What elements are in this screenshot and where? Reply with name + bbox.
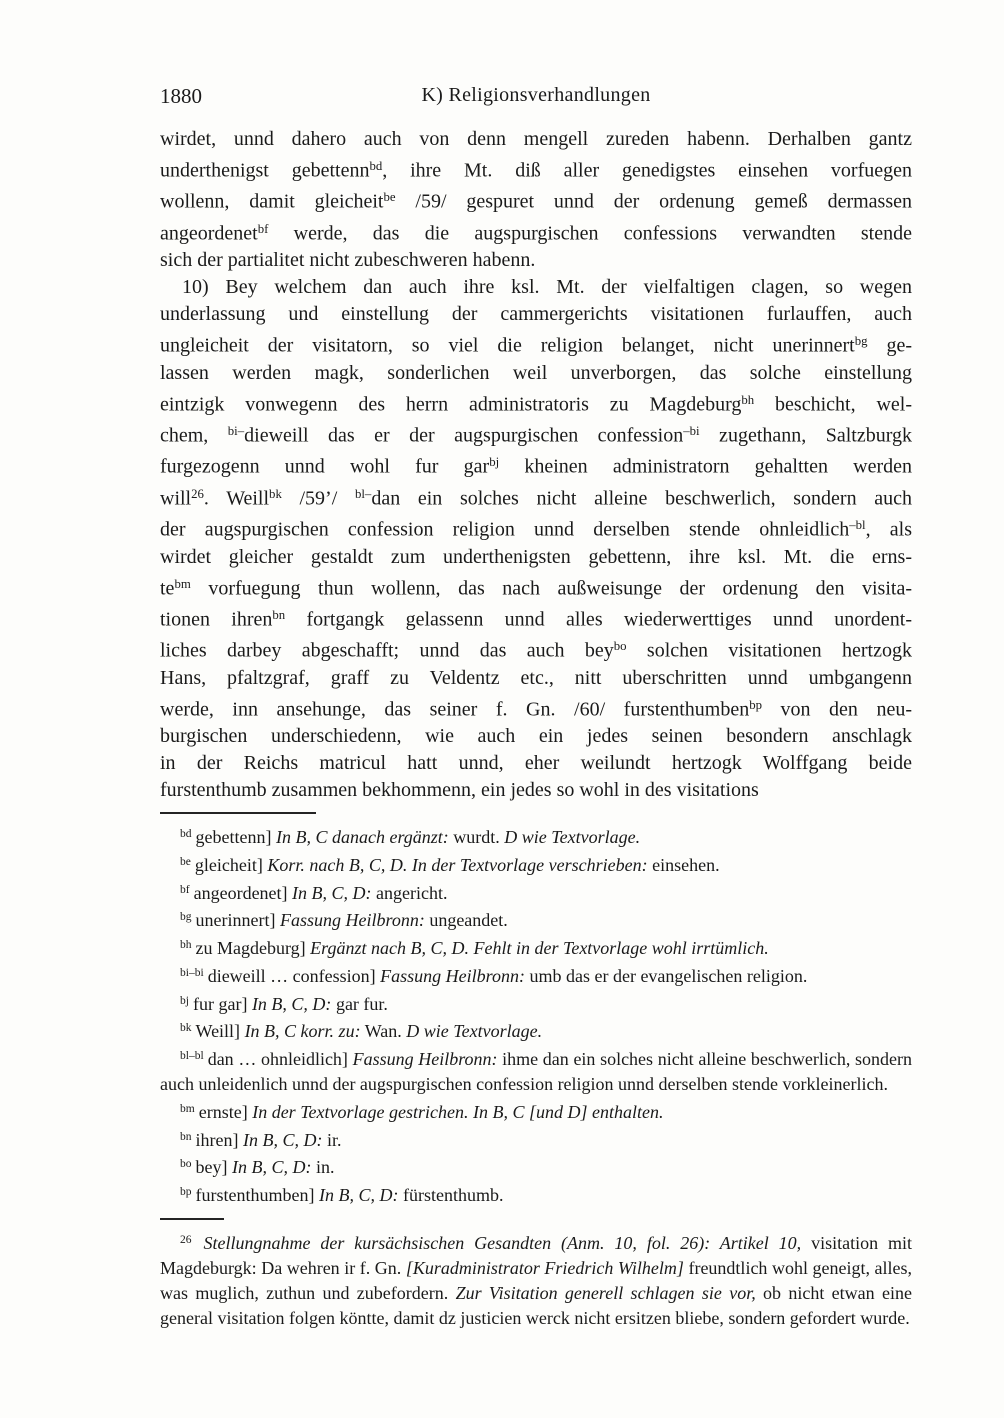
- text-segment: beschicht, wel-: [754, 392, 912, 415]
- body-line: [160, 126, 912, 153]
- footnote: [160, 1125, 912, 1153]
- body-line: [160, 571, 912, 602]
- page-header: [160, 84, 912, 110]
- footnote-label: bl–bl: [180, 1050, 204, 1063]
- footnote: [160, 1097, 912, 1125]
- superscript-ref: –bi: [683, 423, 700, 438]
- text-segment: In B, C, D:: [243, 1129, 323, 1150]
- footnote: [160, 1016, 912, 1044]
- body-line: [160, 777, 912, 804]
- superscript-ref: bp: [749, 697, 762, 712]
- text-segment: In B, C, D:: [292, 882, 372, 903]
- text-segment: ernste]: [198, 1101, 253, 1122]
- text-segment: /59/ gespuret unnd der ordenung gemeß dermassen: [395, 190, 912, 213]
- footnote-label: bh: [180, 939, 192, 952]
- superscript-ref: bg: [854, 334, 868, 349]
- footnote-label: bo: [180, 1158, 192, 1171]
- page-number: 1880: [160, 84, 202, 108]
- text-segment: umb das er der evangelischen religion.: [524, 965, 808, 986]
- footnote: [160, 989, 912, 1017]
- footnote-label: bg: [180, 911, 192, 924]
- footnote: [160, 933, 912, 961]
- text-segment: von den neu-: [762, 698, 912, 721]
- text-segment: ge-: [867, 334, 912, 357]
- footnote-separator-rule-commentary: [160, 1218, 224, 1220]
- superscript-ref: bk: [269, 486, 282, 501]
- text-segment: burgischen underschiedenn, wie auch ein jedes seinen besondern anschlagk: [160, 725, 912, 748]
- text-segment: wollenn, damit gleicheit: [160, 190, 384, 213]
- body-line: [160, 216, 912, 247]
- superscript-ref: –bl: [849, 518, 866, 533]
- superscript-ref: bn: [272, 607, 286, 622]
- text-segment: Fassung Heilbronn:: [352, 1048, 498, 1069]
- text-segment: , als: [865, 518, 912, 541]
- text-segment: fur gar]: [192, 993, 252, 1014]
- text-segment: dan ein solches nicht alleine beschwerlich, sondern auch: [371, 487, 912, 510]
- text-segment: eintzigk vonwegenn des herrn administratoris zu Magdeburg: [160, 392, 742, 415]
- body-line: [160, 328, 912, 359]
- text-segment: In der Textvorlage gestrichen. In B, C [und D] enthalten.: [252, 1101, 664, 1122]
- text-segment: In B, C, D:: [232, 1157, 312, 1178]
- text-segment: ungeandet.: [424, 910, 508, 931]
- superscript-ref: bd: [369, 159, 383, 173]
- footnote-label: bn: [180, 1130, 192, 1143]
- text-segment: [Kuradministrator Friedrich Wilhelm]: [405, 1257, 684, 1278]
- text-segment: D wie Textvorlage.: [406, 1021, 543, 1042]
- text-segment: gar fur.: [331, 993, 388, 1014]
- text-segment: wirdet, unnd dahero auch von denn mengell zureden habenn. Derhalben gantz: [160, 128, 912, 150]
- text-segment: freundtlich wohl geneigt, alles, was muglich, zuthun und zubefordern.: [160, 1257, 913, 1303]
- body-line: [160, 692, 912, 723]
- body-line: [160, 633, 912, 664]
- body-line: [160, 481, 912, 512]
- superscript-ref: bi–: [227, 423, 245, 438]
- footnote: [160, 1228, 912, 1331]
- text-segment: unerinnert]: [195, 910, 280, 931]
- text-segment: Korr. nach B, C, D. In der Textvorlage verschrieben:: [267, 854, 648, 875]
- text-segment: werde, inn ansehunge, das seiner f. Gn. /60/ furstenthumben: [160, 698, 750, 721]
- footnote-separator-rule-apparatus: [160, 812, 316, 814]
- text-segment: furstenthumb zusammen bekhommenn, ein jedes so wohl in des visitations: [160, 779, 759, 802]
- text-segment: will: [160, 487, 192, 510]
- body-line: [160, 665, 912, 692]
- body-line: [160, 723, 912, 750]
- text-segment: zu Magdeburg]: [195, 937, 311, 958]
- text-segment: bey]: [195, 1157, 232, 1178]
- text-segment: , ihre Mt. diß aller genedigstes einsehen vorfuegen: [382, 159, 912, 182]
- footnote-label: bd: [180, 828, 192, 841]
- body-line: [160, 602, 912, 633]
- text-segment: wurdt.: [448, 826, 505, 847]
- footnote-label: be: [180, 855, 191, 868]
- text-segment: sich der partialitet nicht zubeschweren habenn.: [160, 249, 536, 272]
- footnote-label: bk: [180, 1022, 192, 1035]
- footnote-label: bf: [180, 883, 190, 896]
- footnote-label: bi–bi: [180, 966, 204, 979]
- text-segment: 10) Bey welchem dan auch ihre ksl. Mt. der vielfaltigen clagen, so wegen: [182, 276, 912, 299]
- text-segment: in.: [311, 1157, 335, 1178]
- footnote: [160, 1044, 912, 1097]
- text-segment: solchen visitationen hertzogk: [626, 639, 912, 662]
- text-segment: dieweill … confession]: [207, 965, 381, 986]
- text-segment: lassen werden magk, sonderlichen weil unverborgen, das solche einstellung: [160, 361, 912, 384]
- text-segment: werde, das die augspurgischen confessions verwandten stende: [268, 222, 912, 245]
- text-segment: angericht.: [371, 882, 448, 903]
- text-segment: te: [160, 576, 175, 599]
- footnote: [160, 850, 912, 878]
- text-segment: Fassung Heilbronn:: [279, 910, 425, 931]
- footnote: [160, 1152, 912, 1180]
- superscript-ref: bm: [174, 576, 191, 591]
- superscript-ref: bl–: [354, 486, 372, 501]
- superscript-ref: bh: [741, 392, 755, 407]
- text-segment: In B, C, D:: [251, 993, 332, 1014]
- text-segment: angeordenet]: [193, 882, 293, 903]
- superscript-ref: bf: [257, 221, 269, 236]
- text-segment: In B, C korr. zu:: [244, 1021, 361, 1042]
- text-segment: D wie Textvorlage.: [504, 826, 641, 847]
- text-segment: einsehen.: [647, 854, 720, 875]
- footnote: [160, 1180, 912, 1208]
- text-segment: zugethann, Saltzburgk: [699, 424, 913, 447]
- text-segment: chem,: [160, 424, 228, 447]
- text-segment: ihme dan ein solches nicht alleine beschwerlich, sondern auch unleidenlich unnd der augspurgischen confession religion unnd derselben stende vorkleinerlich.: [160, 1048, 913, 1094]
- superscript-ref: bj: [489, 455, 500, 470]
- text-segment: vorfuegung thun wollenn, das nach außweisunge der ordenung den visita-: [190, 576, 912, 599]
- text-segment: underlassung und einstellung der cammergerichts visitationen furlauffen, auch: [160, 303, 912, 326]
- footnote: [160, 961, 912, 989]
- footnote: [160, 878, 912, 906]
- body-line: [160, 449, 912, 480]
- body-line: [160, 750, 912, 777]
- text-segment: gebettenn]: [195, 826, 276, 847]
- text-segment: angeordenet: [160, 222, 258, 245]
- body-line: [160, 512, 912, 543]
- running-title: K) Religionsverhandlungen: [421, 84, 651, 106]
- text-segment: ir.: [322, 1129, 342, 1150]
- text-segment: wirdet gleicher gestaldt zum underthenigsten gebettenn, ihre ksl. Mt. die erns-: [160, 545, 912, 568]
- text-segment: in der Reichs matricul hatt unnd, eher weilundt hertzogk Wolffgang beide: [160, 752, 912, 775]
- body-line: [160, 247, 912, 274]
- text-segment: gleicheit]: [194, 854, 268, 875]
- body-line: [160, 184, 912, 215]
- text-segment: dieweill das er der augspurgischen confession: [244, 424, 684, 447]
- body-line: [160, 274, 912, 301]
- text-segment: Zur Visitation generell schlagen sie vor,: [455, 1282, 756, 1303]
- text-segment: /59’/: [281, 487, 355, 510]
- footnote: [160, 905, 912, 933]
- text-segment: . Weill: [203, 487, 270, 510]
- text-segment: fortgangk gelassenn unnd alles wiederwerttiges unnd unordent-: [285, 608, 912, 631]
- text-segment: kheinen administratorn gehaltten werden: [499, 455, 912, 478]
- body-line: [160, 418, 912, 449]
- body-line: [160, 544, 912, 571]
- superscript-ref: bo: [613, 639, 627, 654]
- text-segment: ob nicht etwan eine general visitation folgen köntte, damit dz justicien werck nicht ersitzen bliebe, sondern gefordert wurde.: [160, 1282, 912, 1328]
- body-line: [160, 360, 912, 387]
- superscript-ref: be: [383, 190, 396, 205]
- footnote-label: 26: [180, 1233, 192, 1246]
- text-segment: Hans, pfaltzgraf, graff zu Veldentz etc., nitt uberschritten unnd umbgangenn: [160, 666, 912, 689]
- footnote-label: bp: [180, 1186, 192, 1199]
- text-segment: In B, C danach ergänzt:: [275, 826, 449, 847]
- text-segment: fürstenthumb.: [398, 1184, 504, 1205]
- text-segment: In B, C, D:: [318, 1184, 399, 1205]
- body-line: [160, 301, 912, 328]
- text-segment: Stellungnahme der kursächsischen Gesandten (Anm. 10, fol. 26): Artikel 10,: [203, 1232, 802, 1253]
- body-line: [160, 387, 912, 418]
- text-segment: Wan.: [360, 1021, 407, 1042]
- text-segment: Weill]: [195, 1021, 245, 1042]
- body-line: [160, 153, 912, 184]
- text-segment: furgezogenn unnd wohl fur gar: [160, 455, 490, 478]
- text-segment: furstenthumben]: [195, 1184, 319, 1205]
- text-segment: ihren]: [195, 1129, 243, 1150]
- text-segment: Fassung Heilbronn:: [380, 965, 525, 986]
- footnote: [160, 822, 912, 850]
- text-segment: Ergänzt nach B, C, D. Fehlt in der Textvorlage wohl irrtümlich.: [310, 937, 769, 958]
- superscript-ref: 26: [191, 486, 204, 501]
- text-segment: liches darbey abgeschafft; unnd das auch bey: [160, 639, 614, 662]
- text-segment: underthenigst gebettenn: [160, 159, 370, 182]
- body-text: [160, 126, 912, 804]
- text-segment: ungleicheit der visitatorn, so viel die religion belanget, nicht unerinnert: [160, 334, 855, 357]
- text-segment: der augspurgischen confession religion unnd derselben stende ohnleidlich: [160, 518, 850, 541]
- footnote-label: bm: [180, 1102, 195, 1115]
- footnote-label: bj: [180, 994, 189, 1007]
- text-segment: tionen ihren: [160, 608, 273, 631]
- text-segment: dan … ohnleidlich]: [207, 1048, 353, 1069]
- commentary-notes: [160, 1228, 912, 1331]
- critical-apparatus: [160, 822, 912, 1208]
- text-segment: visitation mit Magdeburgk: Da wehren ir f. Gn.: [160, 1232, 912, 1278]
